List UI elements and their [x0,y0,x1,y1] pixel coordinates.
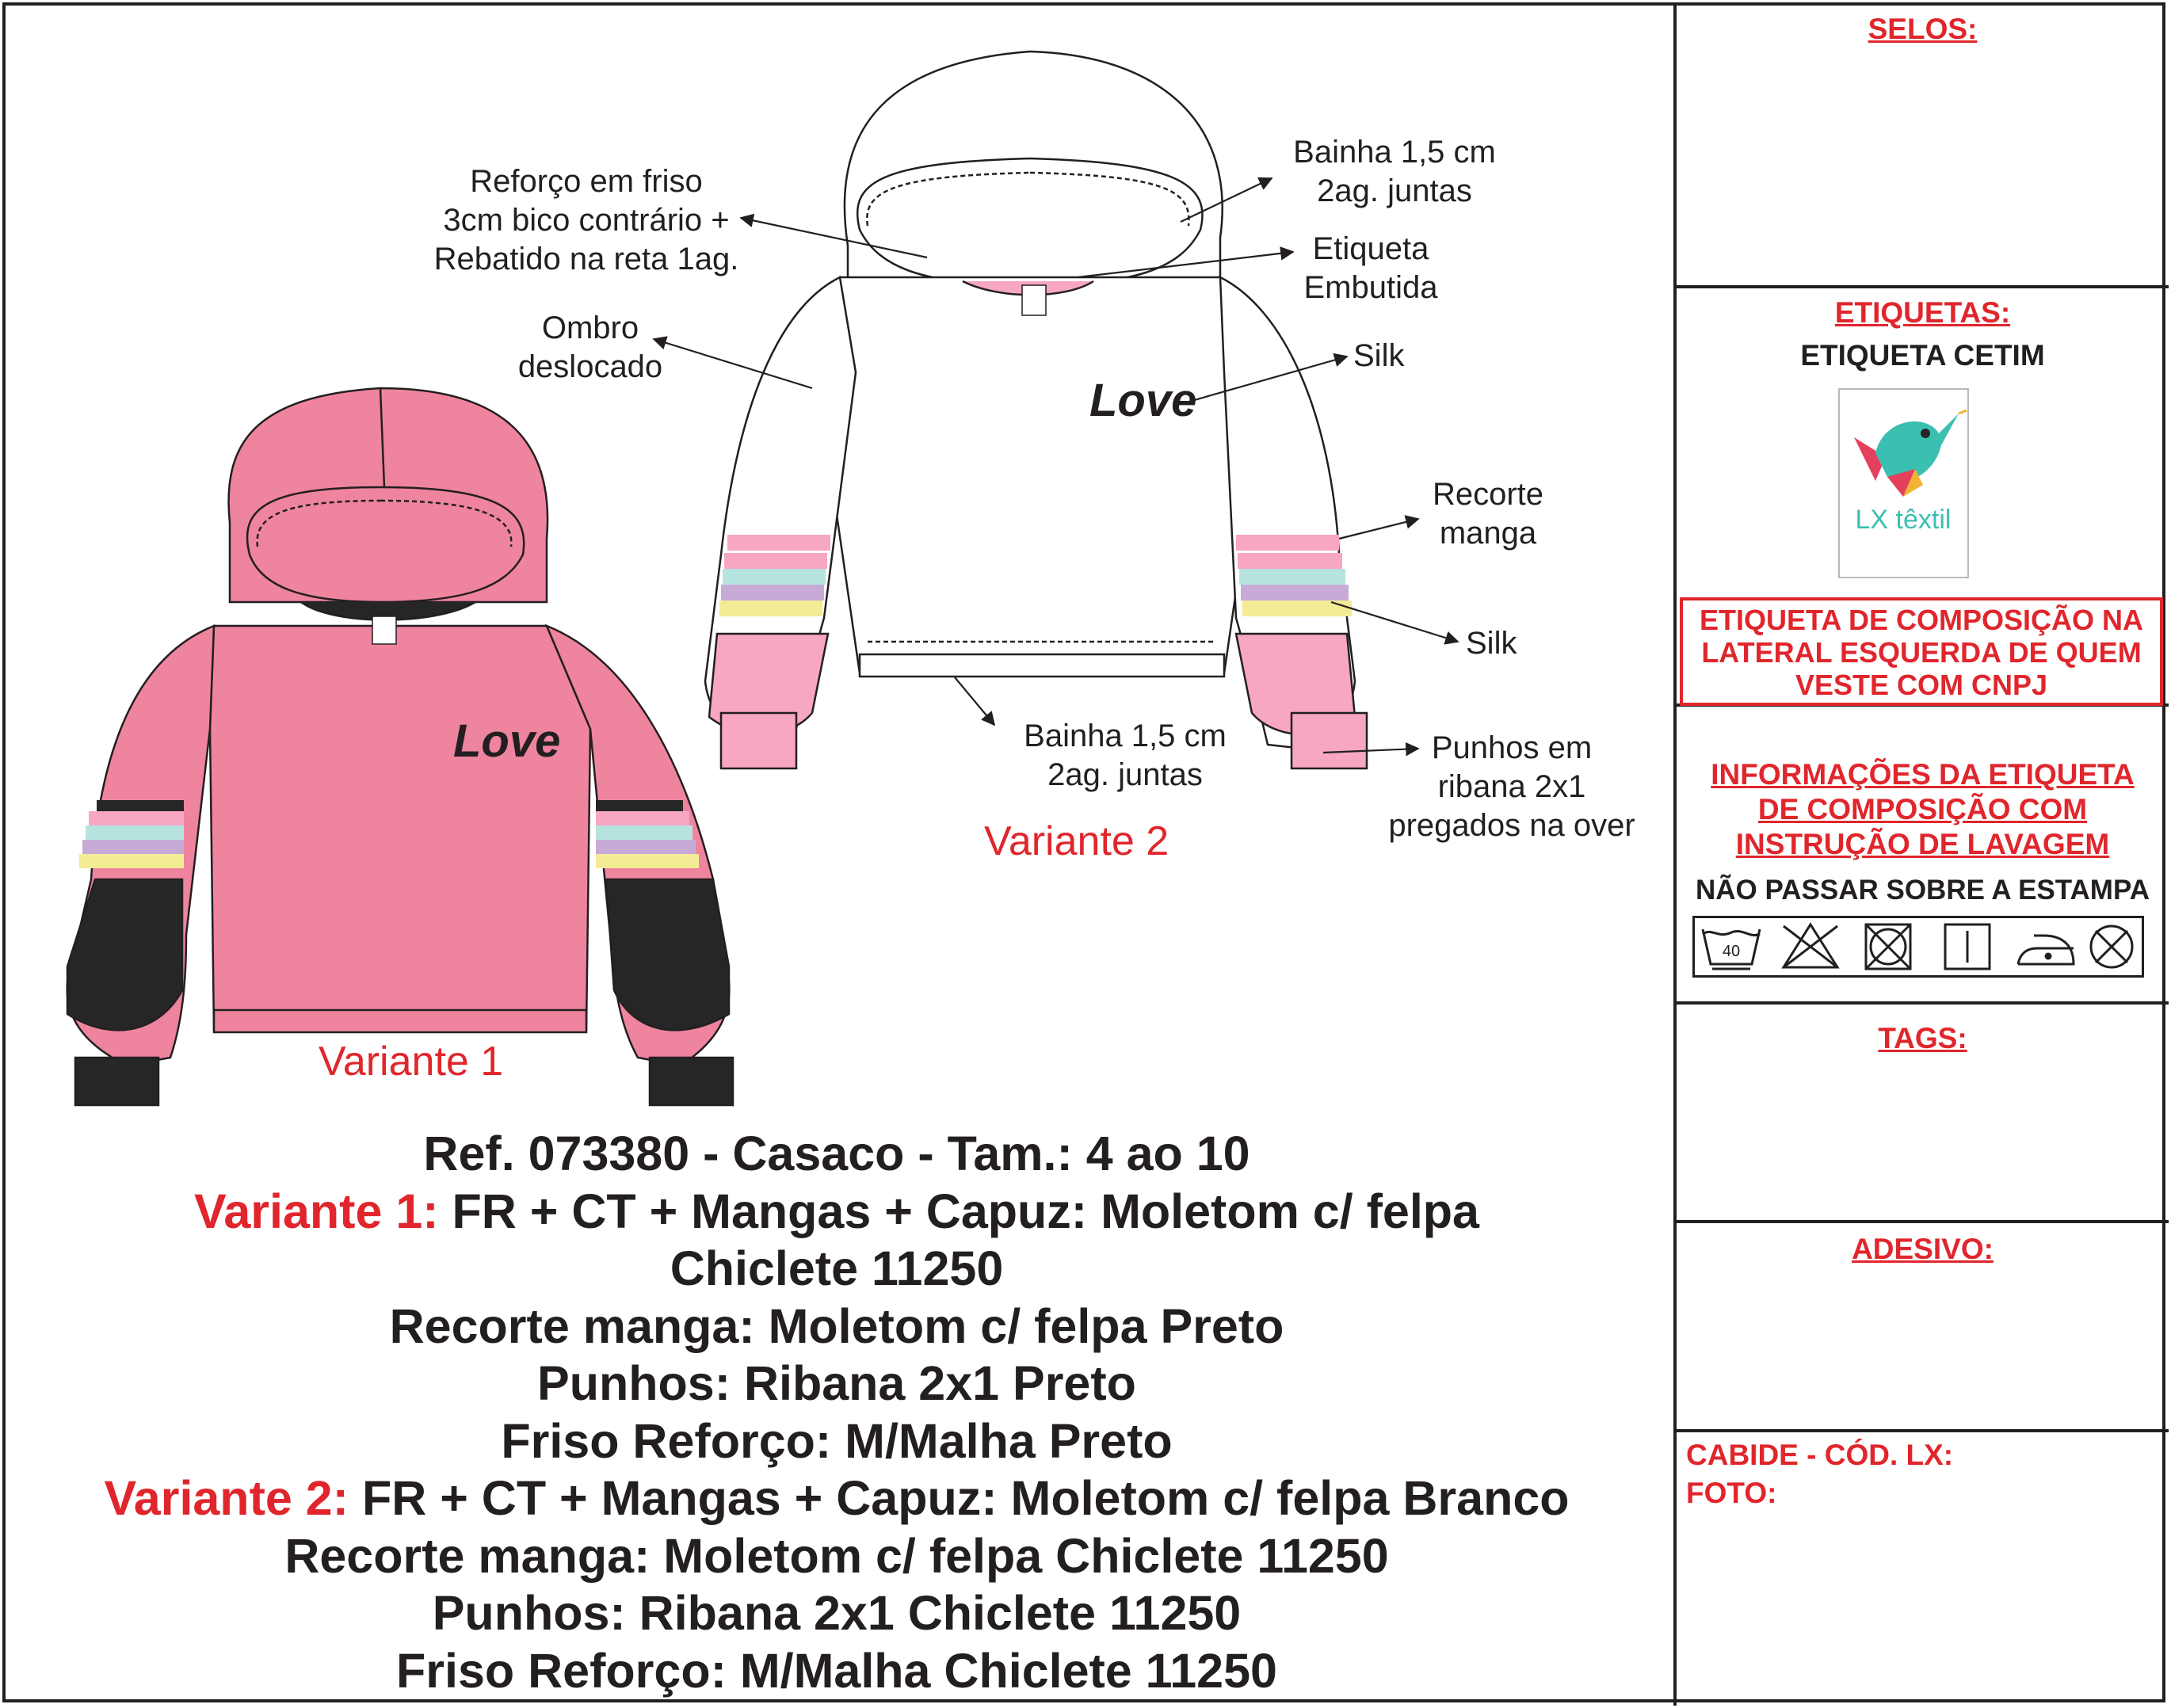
spec-variant-2-text: FR + CT + Mangas + Capuz: Moletom c/ felpa Branco [349,1471,1570,1525]
spec-block [0,1125,1673,1699]
spec-punhos-v1: Punhos: Ribana 2x1 Preto [537,1356,1136,1410]
no-bleach-icon [1784,925,1837,967]
selos-title: SELOS: [1868,13,1978,45]
adesivo-title: ADESIVO: [1852,1233,1994,1265]
variant-2-label: Variante 2 [984,818,1169,864]
callout-silk-sleeve: Silk [1466,626,1517,661]
informacoes-title: INFORMAÇÕES DA ETIQUETA DE COMPOSIÇÃO COM INSTRUÇÃO DE LAVAGEM [1711,758,2135,860]
section-divider-selos [1673,285,2169,288]
callout-bainha-top: Bainha 1,5 cm 2ag. juntas [1293,135,1496,208]
callout-reforco: Reforço em friso 3cm bico contrário + Rebatido na reta 1ag. [433,164,739,276]
spec-friso-v1: Friso Reforço: M/Malha Preto [501,1413,1173,1468]
love-print-variant-2: Love [1089,375,1197,426]
callout-etiqueta-embutida: Etiqueta Embutida [1303,231,1438,305]
callout-punhos: Punhos em ribana 2x1 pregados na over [1388,730,1635,843]
etiquetas-title: ETIQUETAS: [1834,296,2011,329]
care-symbols [1695,918,2142,975]
spec-color-line: Chiclete 11250 [670,1241,1004,1295]
variant-1-label: Variante 1 [319,1039,504,1085]
callout-recorte-manga: Recorte manga [1432,477,1544,551]
spec-recorte-v2: Recorte manga: Moletom c/ felpa Chiclete 11250 [284,1528,1389,1583]
spec-ref-line: Ref. 073380 - Casaco - Tam.: 4 ao 10 [423,1127,1250,1180]
nao-passar-label: NÃO PASSAR SOBRE A ESTAMPA [1695,875,2150,905]
no-dry-clean-icon [2091,926,2132,967]
brand-label [1838,388,1969,578]
spec-variant-1-text: FR + CT + Mangas + Capuz: Moletom c/ felpa [438,1184,1479,1238]
spec-recorte-v1: Recorte manga: Moletom c/ felpa Preto [389,1298,1284,1353]
etiqueta-cetim-label: ETIQUETA CETIM [1800,339,2045,372]
love-print-variant-1: Love [453,715,561,767]
tags-title: TAGS: [1878,1022,1967,1054]
cabide-label: CABIDE - CÓD. LX: [1686,1439,1954,1471]
line-dry-icon [1945,925,1990,969]
composicao-warning-box: ETIQUETA DE COMPOSIÇÃO NA LATERAL ESQUERDA DE QUEM VESTE COM CNPJ [1680,597,2163,706]
wash-40-icon [1703,929,1760,969]
section-divider-tags [1673,1220,2169,1223]
section-divider-info [1673,1001,2169,1005]
care-symbols-row [1692,916,2144,978]
spec-punhos-v2: Punhos: Ribana 2x1 Chiclete 11250 [432,1586,1242,1640]
hoodie-variant-1 [67,388,733,1105]
spec-variant-1-line [0,1183,1673,1241]
svg-text:40: 40 [1722,943,1741,960]
callout-ombro: Ombro deslocado [517,311,663,384]
spec-variant-1-label: Variante 1: [194,1184,439,1238]
foto-label: FOTO: [1686,1477,1777,1509]
no-tumble-dry-icon [1866,925,1910,969]
hummingbird-logo-icon [1840,390,1967,577]
iron-low-icon [2018,936,2074,964]
spec-variant-2-line [0,1470,1673,1527]
spec-variant-2-label: Variante 2: [104,1471,349,1525]
section-divider-adesivo [1673,1429,2169,1432]
spec-friso-v2: Friso Reforço: M/Malha Chiclete 11250 [396,1643,1277,1698]
svg-text:LX têxtil: LX têxtil [1855,505,1952,535]
callout-silk: Silk [1353,338,1405,373]
callout-bainha-bottom: Bainha 1,5 cm 2ag. juntas [1024,719,1227,792]
